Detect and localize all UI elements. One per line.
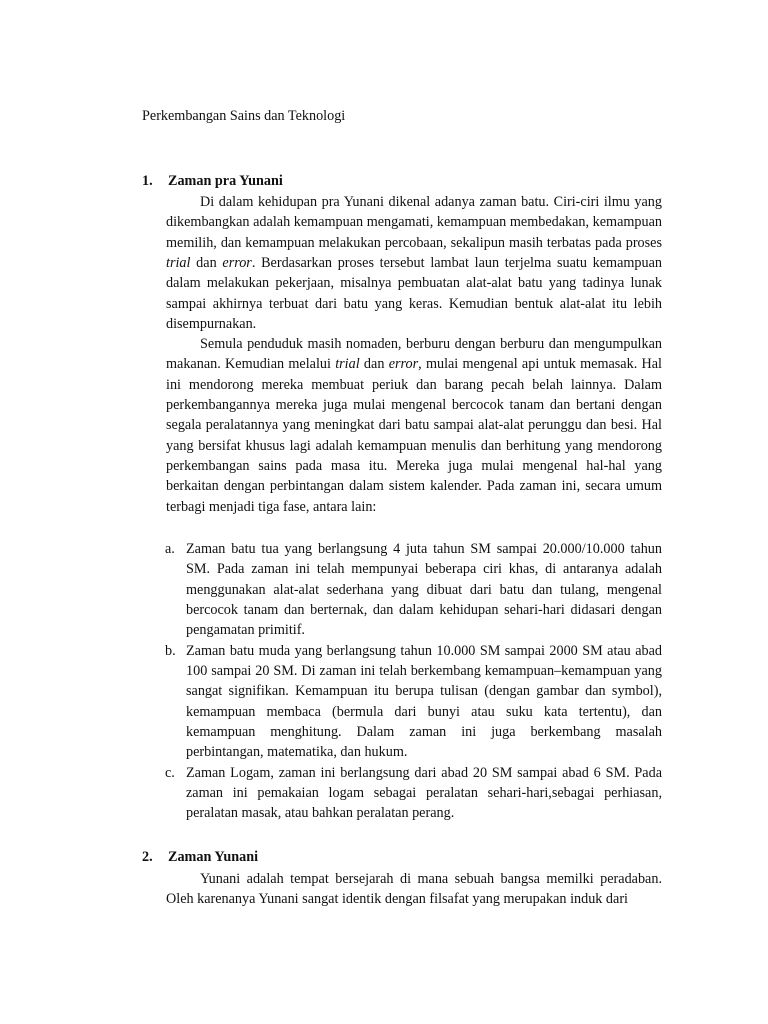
list-item-text: Zaman batu muda yang berlangsung tahun 10.000 SM sampai 2000 SM atau abad 100 sampai 20 SM. Di zaman ini telah berkembang kemampuan–kemampuan yang sangat signifikan. Kemampuan itu berupa tulisan (dengan gambar dan symbol), kemampuan membaca (bermula dari bunyi atau suku kata tertentu), dan kemampuan menghitung. Dalam zaman ini juga berkembang masalah perbintangan, matematika, dan hukum. [186, 642, 662, 761]
paragraph-text: . Berdasarkan proses tersebut lambat laun terjelma suatu kemampuan dalam melakukan pekerjaan, misalnya pembuatan alat-alat batu yang tadinya lunak sampai akhirnya terbuat dari batu yang keras. Kemudian bentuk alat-alat itu lebih disempurnakan. [166, 255, 662, 333]
list-item [142, 539, 662, 641]
italic-term: error [388, 356, 419, 373]
list-item [142, 641, 662, 763]
paragraph: Yunani adalah tempat bersejarah di mana sebuah bangsa memilki peradaban. Oleh karenanya Yunani sangat identik dengan filsafat yang merupakan induk dari [166, 871, 662, 908]
paragraph-text: Semula penduduk masih nomaden, berburu dengan berburu dan mengumpulkan makanan. Kemudian melalui [166, 336, 662, 373]
italic-term: trial [166, 255, 191, 272]
section-heading [142, 849, 258, 866]
era-list [142, 539, 662, 824]
list-item [142, 763, 662, 824]
list-item-text: Zaman batu tua yang berlangsung 4 juta tahun SM sampai 20.000/10.000 tahun SM. Pada zaman ini telah mempunyai beberapa ciri khas, di antaranya adalah menggunakan alat-alat sederhana yang dibuat dari batu dan tulang, mengenal bercocok tanam dan berternak, dan dalam kehidupan sehari-hari didasari dengan pengamatan primitif. [186, 541, 662, 639]
paragraph-text: Di dalam kehidupan pra Yunani dikenal adanya zaman batu. Ciri-ciri ilmu yang dikembangkan adalah kemampuan mengamati, kemampuan membedakan, kemampuan memilih, dan kemampuan melakukan percobaan, sekalipun masih terbatas pada proses [166, 194, 662, 251]
section-title: Zaman Yunani [168, 849, 259, 865]
document-title: Perkembangan Sains dan Teknologi [142, 108, 346, 124]
section-number: 2. [142, 849, 153, 865]
italic-term: error [222, 255, 252, 272]
list-marker: b. [165, 642, 176, 659]
paragraph [166, 192, 662, 334]
list-marker: c. [165, 764, 175, 781]
italic-term: trial [335, 356, 360, 373]
section-heading [142, 173, 283, 190]
paragraph-text: dan [190, 255, 223, 272]
paragraph-text: dan [359, 356, 389, 373]
list-item-text: Zaman Logam, zaman ini berlangsung dari abad 20 SM sampai abad 6 SM. Pada zaman ini pemakaian logam sebagai peralatan sehari-hari,sebagai perhiasan, peralatan masak, atau bahkan peralatan perang. [186, 764, 662, 822]
section-title: Zaman pra Yunani [168, 173, 283, 189]
paragraph [166, 334, 662, 517]
list-marker: a. [165, 541, 175, 557]
paragraph-text: , mulai mengenal api untuk memasak. Hal ini mendorong mereka membuat periuk dan barang pecah belah lainnya. Dalam perkembangannya mereka juga mulai mengenal bercocok tanam dan bertani dengan segala peralatannya yang meningkat dari batu sampai alat-alat perunggu dan besi. Hal yang bersifat khusus lagi adalah kemampuan menulis dan berhitung yang mendorong perkembangan sains pada masa itu. Mereka juga mulai mengenal hal-hal yang berkaitan dengan perbintangan dalam sistem kalender. Pada zaman ini, secara umum terbagi menjadi tiga fase, antara lain: [166, 356, 662, 515]
section-number: 1. [142, 173, 153, 189]
